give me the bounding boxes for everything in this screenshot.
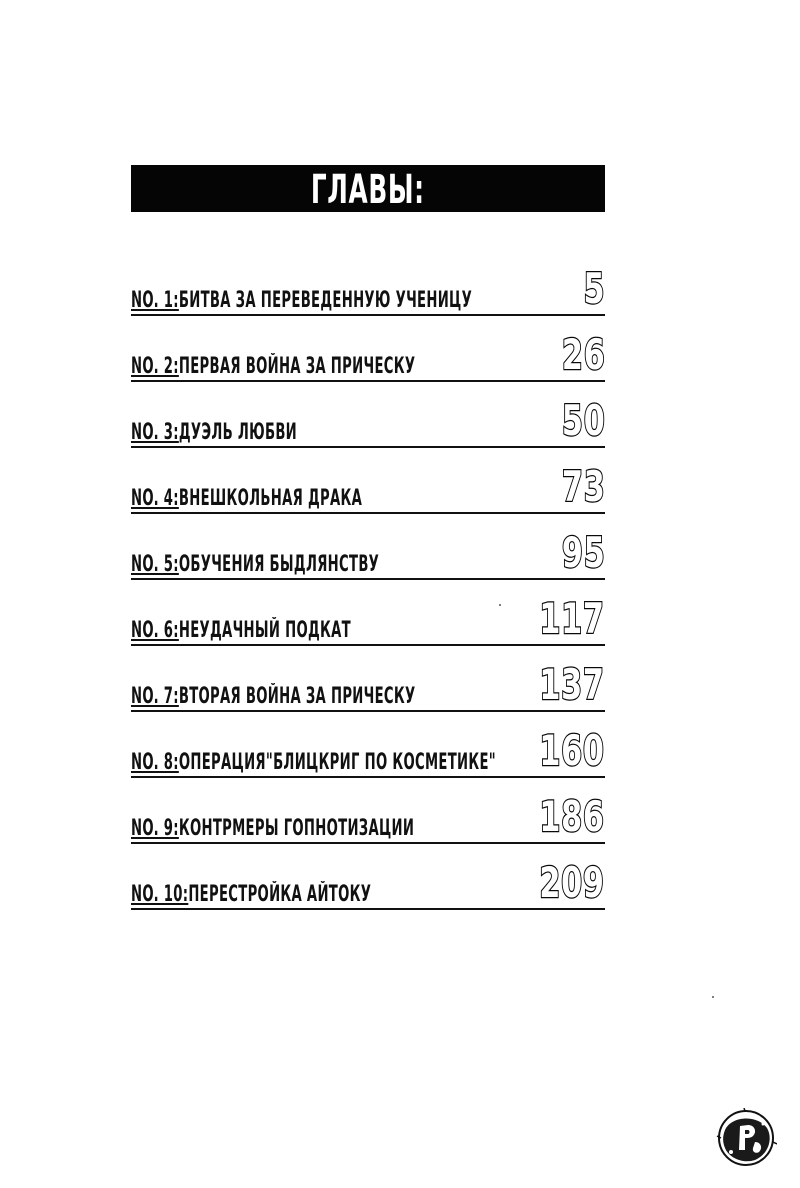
chapter-number: NO. 6: [131, 618, 179, 643]
table-of-contents [131, 250, 605, 910]
chapter-label [131, 488, 362, 510]
chapter-title: ПЕРЕСТРОЙКА АЙТОКУ [188, 882, 372, 907]
toc-row-8[interactable] [131, 712, 605, 778]
chapter-number: NO. 7: [131, 684, 179, 709]
chapter-title: НЕУДАЧНЫЙ ПОДКАТ [178, 618, 351, 643]
chapter-number: NO. 9: [131, 816, 179, 841]
toc-row-3[interactable] [131, 382, 605, 448]
chapter-title: ПЕРВАЯ ВОЙНА ЗА ПРИЧЕСКУ [178, 354, 416, 379]
chapter-number: NO. 3: [131, 420, 179, 445]
contents-title-bar [131, 165, 605, 212]
chapter-number: NO. 2: [131, 354, 179, 379]
scan-speck [712, 996, 714, 998]
toc-row-6[interactable] [131, 580, 605, 646]
chapter-title: ВНЕШКОЛЬНАЯ ДРАКА [178, 486, 363, 511]
toc-row-5[interactable] [131, 514, 605, 580]
chapter-label [131, 752, 496, 774]
chapter-title: ВТОРАЯ ВОЙНА ЗА ПРИЧЕСКУ [178, 684, 416, 709]
chapter-label [131, 290, 472, 312]
chapter-page-number: 50 [561, 396, 605, 445]
chapter-page-number: 117 [539, 594, 605, 643]
toc-row-7[interactable] [131, 646, 605, 712]
chapter-title: БИТВА ЗА ПЕРЕВЕДЕННУЮ УЧЕНИЦУ [178, 288, 473, 313]
chapter-number: NO. 8: [131, 750, 179, 775]
chapter-page-number: 209 [539, 858, 605, 907]
chapter-label [131, 818, 414, 840]
scan-speck [499, 604, 501, 606]
chapter-title: КОНТРМЕРЫ ГОПНОТИЗАЦИИ [178, 816, 415, 841]
chapter-number: NO. 5: [131, 552, 179, 577]
chapter-title: ОПЕРАЦИЯ"БЛИЦКРИГ ПО КОСМЕТИКЕ" [178, 750, 496, 775]
contents-title: ГЛАВЫ: [311, 166, 425, 213]
toc-row-9[interactable] [131, 778, 605, 844]
chapter-number: NO. 10: [131, 882, 189, 907]
chapter-page-number: 160 [539, 726, 605, 775]
chapter-label [131, 422, 297, 444]
chapter-number: NO. 1: [131, 288, 179, 313]
scanlator-logo-icon [715, 1108, 777, 1168]
toc-underline [131, 908, 605, 910]
chapter-number: NO. 4: [131, 486, 179, 511]
chapter-page-number: 95 [561, 528, 605, 577]
toc-row-4[interactable] [131, 448, 605, 514]
chapter-label [131, 884, 371, 906]
chapter-label [131, 620, 351, 642]
chapter-label [131, 686, 415, 708]
chapter-title: ОБУЧЕНИЯ БЫДЛЯНСТВУ [178, 552, 380, 577]
chapter-page-number: 73 [561, 462, 605, 511]
chapter-title: ДУЭЛЬ ЛЮБВИ [178, 420, 298, 445]
toc-row-2[interactable] [131, 316, 605, 382]
toc-row-1[interactable] [131, 250, 605, 316]
chapter-page-number: 137 [539, 660, 605, 709]
chapter-label [131, 554, 379, 576]
chapter-page-number: 5 [583, 264, 605, 313]
chapter-page-number: 26 [561, 330, 605, 379]
chapter-page-number: 186 [539, 792, 605, 841]
toc-row-10[interactable] [131, 844, 605, 910]
chapter-label [131, 356, 415, 378]
